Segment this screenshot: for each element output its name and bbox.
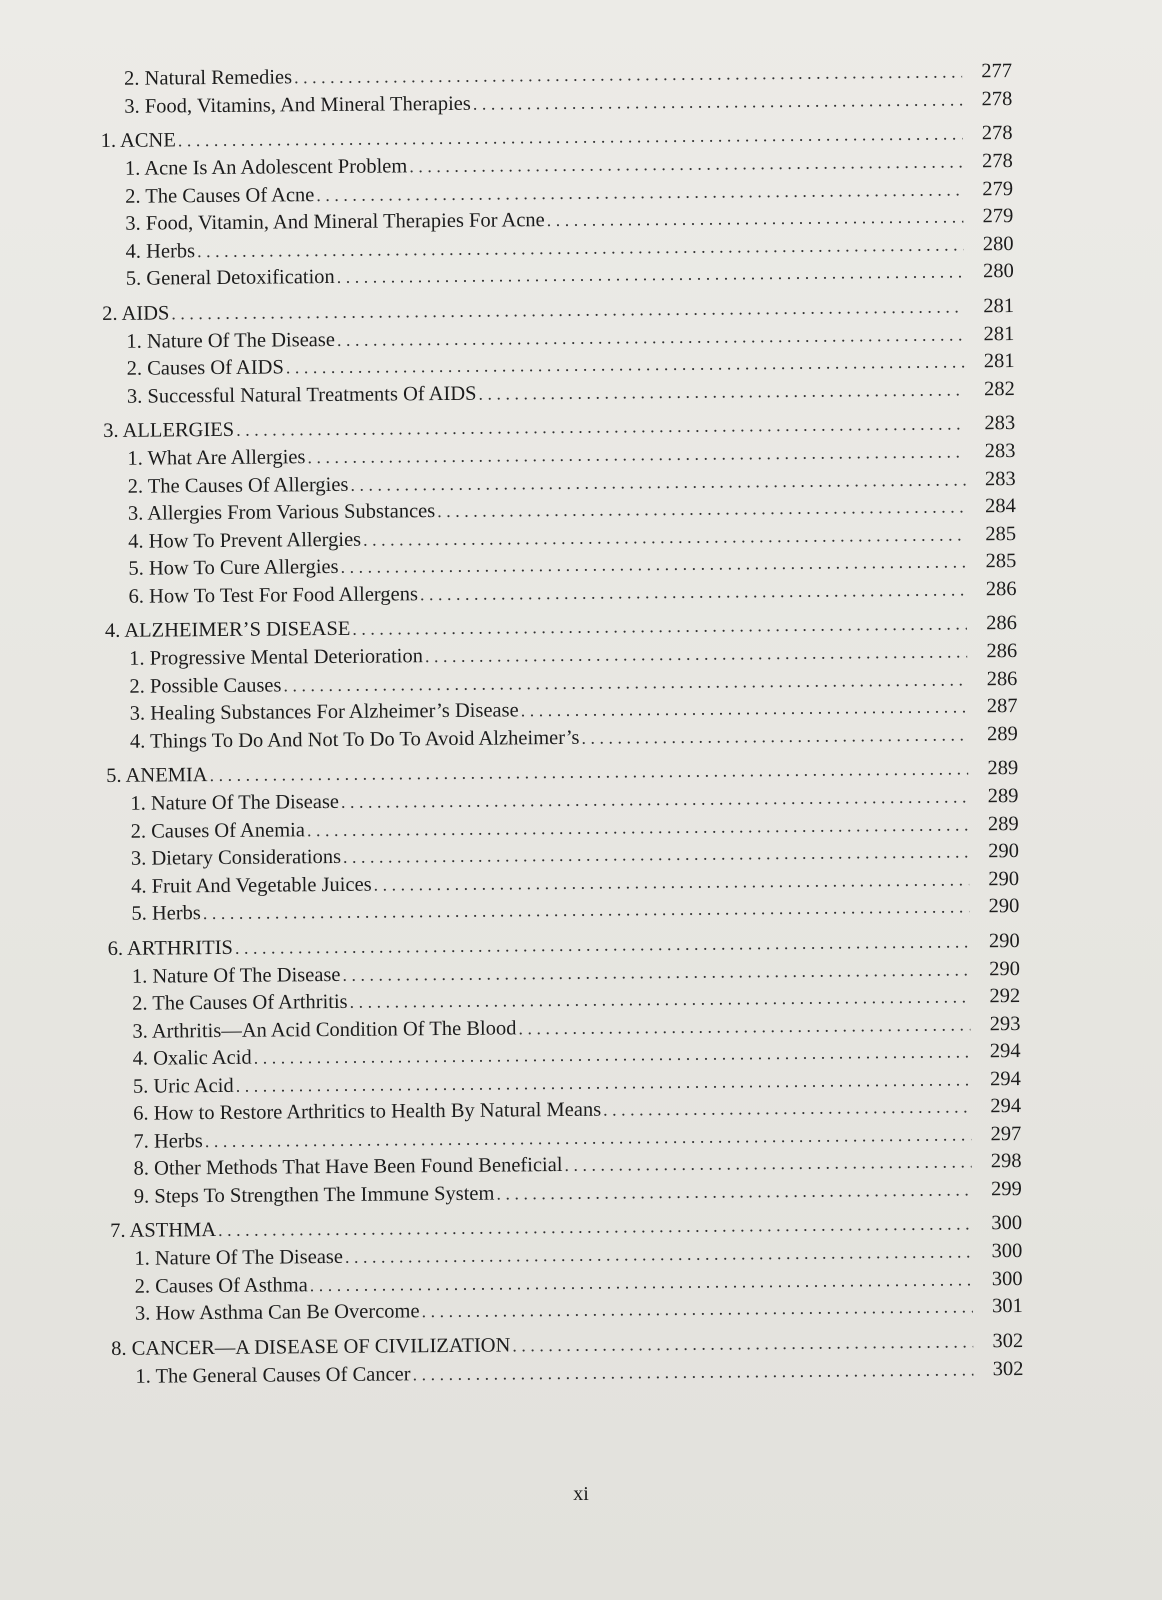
entry-page-number: 277 bbox=[981, 60, 1013, 83]
entry-title: 5. How To Cure Allergies bbox=[128, 555, 339, 580]
entry-page-number: 302 bbox=[992, 1329, 1024, 1352]
dot-leader bbox=[473, 86, 963, 118]
toc-sections bbox=[101, 120, 1024, 1391]
entry-title: 8. Other Methods That Have Been Found Beneficial bbox=[133, 1154, 563, 1180]
entry-title: 2. The Causes Of Allergies bbox=[127, 473, 349, 498]
dot-leader bbox=[420, 576, 967, 608]
entry-page-number: 300 bbox=[991, 1239, 1023, 1263]
entry-page-number: 283 bbox=[984, 467, 1016, 490]
entry-title: 4. Herbs bbox=[125, 239, 196, 263]
entry-page-number: 299 bbox=[990, 1177, 1022, 1200]
dot-leader bbox=[603, 1093, 971, 1124]
entry-page-number: 279 bbox=[982, 205, 1014, 228]
entry-title: 1. Nature Of The Disease bbox=[130, 790, 340, 815]
toc-section bbox=[106, 755, 1019, 928]
entry-page-number: 284 bbox=[985, 495, 1016, 518]
entry-page-number: 290 bbox=[988, 867, 1020, 890]
entry-title: 2. Causes Of Asthma bbox=[134, 1273, 308, 1298]
entry-title: 2. Possible Causes bbox=[129, 673, 282, 698]
entry-title: 4. Oxalic Acid bbox=[132, 1046, 252, 1070]
entry-page-number: 279 bbox=[982, 177, 1014, 200]
entry-page-number: 300 bbox=[991, 1267, 1023, 1290]
entry-page-number: 278 bbox=[982, 150, 1013, 173]
entry-title: 3. How Asthma Can Be Overcome bbox=[134, 1300, 420, 1325]
entry-page-number: 301 bbox=[992, 1294, 1023, 1318]
entry-page-number: 290 bbox=[988, 840, 1019, 863]
entry-title: 1. Nature Of The Disease bbox=[134, 1245, 344, 1270]
entry-page-number: 285 bbox=[985, 522, 1017, 545]
entry-title: 9. Steps To Strengthen The Immune System bbox=[133, 1182, 495, 1208]
entry-title: 7. ASTHMA bbox=[110, 1219, 217, 1242]
entry-page-number: 293 bbox=[989, 1012, 1021, 1035]
entry-title: 3. Allergies From Various Substances bbox=[127, 500, 436, 525]
dot-leader bbox=[518, 1011, 970, 1042]
entry-title: 2. The Causes Of Acne bbox=[125, 183, 315, 208]
toc-section bbox=[108, 928, 1022, 1211]
entry-title: 4. ALZHEIMER’S DISEASE bbox=[104, 617, 351, 642]
page-number-folio: xi bbox=[573, 1483, 589, 1505]
entry-page-number: 286 bbox=[986, 640, 1018, 663]
dot-leader bbox=[478, 376, 965, 408]
toc-section bbox=[105, 610, 1018, 756]
entry-title: 1. Nature Of The Disease bbox=[131, 963, 341, 988]
toc-section bbox=[102, 293, 1015, 411]
entry-page-number: 285 bbox=[985, 550, 1017, 573]
entry-page-number: 292 bbox=[989, 985, 1021, 1008]
entry-title: 2. Causes Of Anemia bbox=[130, 818, 306, 843]
entry-page-number: 290 bbox=[988, 929, 1020, 952]
entry-title: 1. Acne Is An Adolescent Problem bbox=[124, 155, 408, 180]
entry-page-number: 289 bbox=[987, 722, 1018, 745]
entry-page-number: 294 bbox=[990, 1095, 1022, 1118]
entry-title: 1. Nature Of The Disease bbox=[126, 328, 336, 353]
entry-page-number: 289 bbox=[987, 757, 1019, 780]
entry-title: 1. The General Causes Of Cancer bbox=[135, 1362, 411, 1388]
entry-page-number: 283 bbox=[984, 412, 1016, 435]
entry-title: 8. CANCER—A DISEASE OF CIVILIZATION bbox=[111, 1333, 511, 1360]
entry-title: 5. ANEMIA bbox=[106, 764, 208, 787]
entry-title: 3. Successful Natural Treatments Of AIDS bbox=[126, 382, 477, 408]
dot-leader bbox=[581, 721, 968, 752]
entry-title: 2. AIDS bbox=[102, 301, 170, 325]
entry-page-number: 278 bbox=[981, 122, 1013, 145]
dot-leader bbox=[496, 1176, 972, 1208]
entry-page-number: 287 bbox=[986, 695, 1018, 718]
entry-page-number: 300 bbox=[991, 1211, 1023, 1235]
entry-page-number: 290 bbox=[988, 895, 1020, 918]
entry-title: 3. Food, Vitamin, And Mineral Therapies For Acne bbox=[125, 209, 545, 235]
toc-continuation bbox=[100, 58, 1012, 121]
entry-title: 3. Food, Vitamins, And Mineral Therapies bbox=[124, 92, 471, 118]
entry-page-number: 281 bbox=[983, 322, 1015, 345]
entry-page-number: 278 bbox=[981, 87, 1013, 110]
entry-page-number: 302 bbox=[992, 1357, 1024, 1380]
entry-title: 6. How to Restore Arthritics to Health By Natural Means bbox=[133, 1098, 602, 1125]
entry-page-number: 298 bbox=[990, 1149, 1022, 1173]
entry-page-number: 294 bbox=[990, 1067, 1021, 1090]
dot-leader bbox=[203, 893, 970, 927]
dot-leader bbox=[521, 693, 968, 724]
entry-title: 6. ARTHRITIS bbox=[107, 936, 233, 960]
entry-title: 1. Progressive Mental Deterioration bbox=[129, 645, 424, 670]
toc-section bbox=[111, 1327, 1023, 1390]
dot-leader bbox=[412, 1356, 973, 1388]
entry-page-number: 286 bbox=[985, 577, 1017, 600]
entry-page-number: 289 bbox=[987, 785, 1019, 808]
dot-leader bbox=[564, 1148, 971, 1179]
dot-leader bbox=[421, 1293, 973, 1325]
entry-title: 3. Healing Substances For Alzheimer’s Disease bbox=[129, 699, 519, 725]
entry-page-number: 294 bbox=[989, 1040, 1021, 1063]
entry-title: 4. Fruit And Vegetable Juices bbox=[131, 873, 372, 898]
entry-page-number: 286 bbox=[986, 667, 1018, 690]
dot-leader bbox=[512, 1328, 973, 1360]
entry-page-number: 280 bbox=[982, 232, 1014, 255]
toc-section bbox=[110, 1210, 1023, 1328]
entry-page-number: 282 bbox=[984, 377, 1015, 400]
entry-title: 3. Dietary Considerations bbox=[130, 845, 342, 870]
entry-page-number: 281 bbox=[983, 294, 1015, 317]
entry-title: 3. Arthritis—An Acid Condition Of The Blood bbox=[132, 1016, 517, 1043]
entry-title: 3. ALLERGIES bbox=[103, 418, 235, 442]
entry-page-number: 289 bbox=[987, 812, 1019, 835]
entry-title: 1. ACNE bbox=[100, 129, 176, 152]
entry-title: 2. The Causes Of Arthritis bbox=[132, 990, 348, 1015]
entry-page-number: 280 bbox=[982, 260, 1014, 283]
toc-section bbox=[101, 120, 1014, 293]
dot-leader bbox=[547, 203, 964, 234]
entry-title: 7. Herbs bbox=[133, 1129, 203, 1153]
toc-section bbox=[103, 410, 1017, 611]
entry-title: 5. Uric Acid bbox=[132, 1074, 234, 1098]
entry-page-number: 290 bbox=[989, 957, 1021, 980]
entry-title: 4. Things To Do And Not To Do To Avoid Alzheimer’s bbox=[129, 726, 580, 753]
dot-leader bbox=[337, 258, 964, 291]
table-of-contents bbox=[100, 58, 1024, 1398]
entry-title: 2. Causes Of AIDS bbox=[126, 356, 284, 380]
entry-page-number: 283 bbox=[984, 440, 1016, 463]
entry-title: 5. General Detoxification bbox=[125, 265, 335, 290]
entry-page-number: 286 bbox=[986, 612, 1017, 635]
entry-title: 6. How To Test For Food Allergens bbox=[128, 582, 418, 608]
entry-page-number: 297 bbox=[990, 1122, 1022, 1145]
entry-title: 1. What Are Allergies bbox=[127, 446, 306, 470]
entry-title: 2. Natural Remedies bbox=[124, 66, 293, 90]
entry-title: 5. Herbs bbox=[131, 902, 201, 925]
entry-title: 4. How To Prevent Allergies bbox=[128, 528, 362, 553]
entry-page-number: 281 bbox=[983, 350, 1015, 373]
